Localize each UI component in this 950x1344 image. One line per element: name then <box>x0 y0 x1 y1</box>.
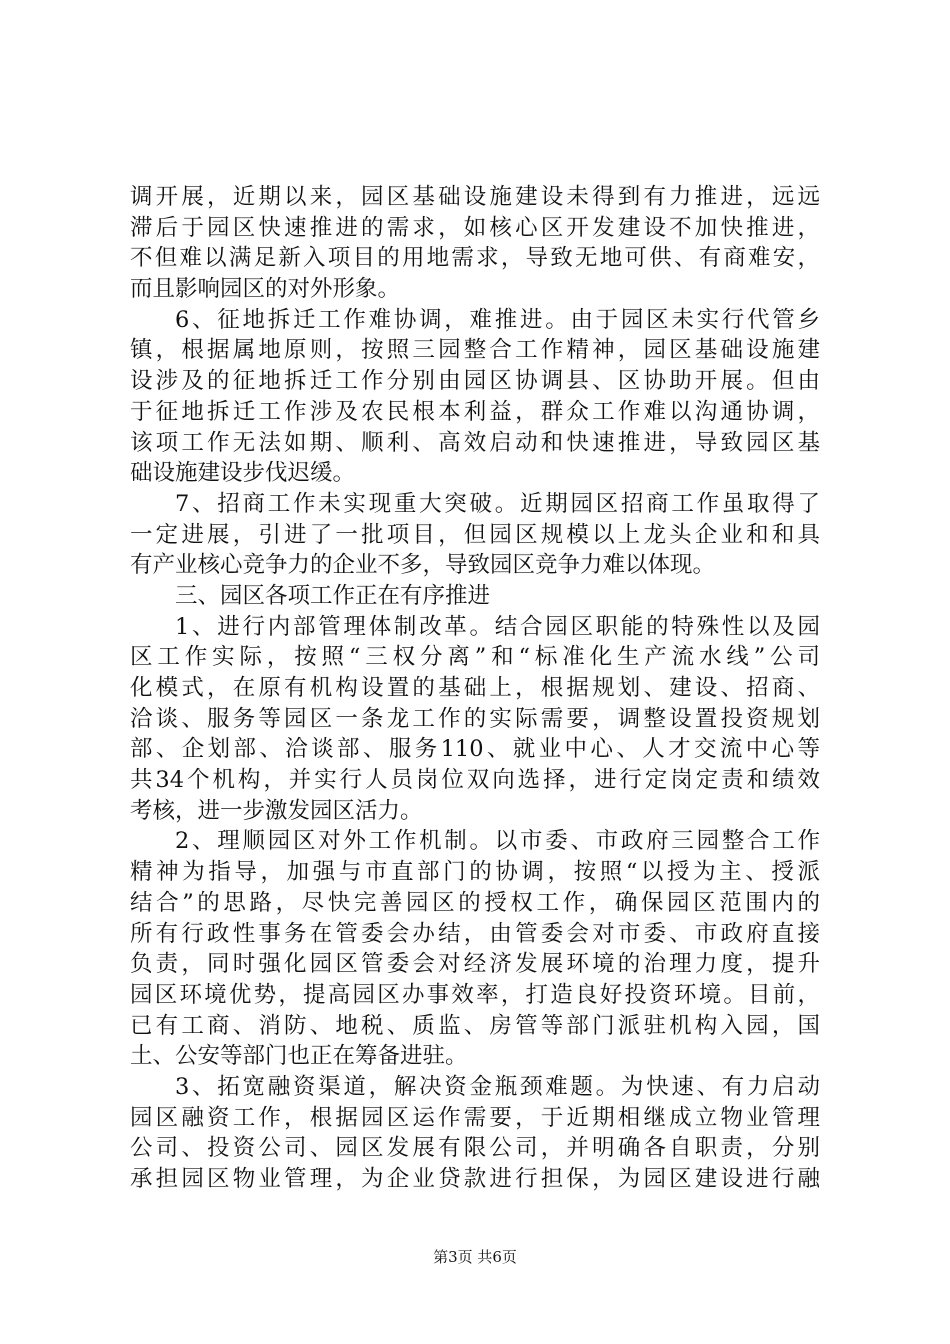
text-line: 承担园区物业管理，为企业贷款进行担保，为园区建设进行融 <box>130 1166 820 1192</box>
text-line: 已有工商、消防、地税、质监、房管等部门派驻机构入园，国 <box>130 1012 820 1039</box>
text-line: 1、进行内部管理体制改革。结合园区职能的特殊性以及园 <box>175 613 820 640</box>
text-line: 化模式，在原有机构设置的基础上，根据规划、建设、招商、 <box>130 675 820 701</box>
text-line: 园区融资工作，根据园区运作需要，于近期相继成立物业管理 <box>130 1104 820 1131</box>
text-line: 2、理顺园区对外工作机制。以市委、市政府三园整合工作 <box>175 828 820 855</box>
text-line: 土、公安等部门也正在筹备进驻。 <box>130 1043 468 1070</box>
text-line: 6、征地拆迁工作难协调，难推进。由于园区未实行代管乡 <box>175 306 820 333</box>
text-line: 一定进展，引进了一批项目，但园区规模以上龙头企业和和具 <box>130 521 820 548</box>
text-line: 而且影响园区的对外形象。 <box>130 276 401 303</box>
text-line: 区工作实际，按照“三权分离”和“标准化生产流水线”公司 <box>130 644 820 671</box>
section-heading: 三、园区各项工作正在有序推进 <box>175 582 491 609</box>
text-line: 于征地拆迁工作涉及农民根本利益，群众工作难以沟通协调， <box>130 398 820 425</box>
text-line: 3、拓宽融资渠道，解决资金瓶颈难题。为快速、有力启动 <box>175 1073 820 1100</box>
text-line: 部、企划部、洽谈部、服务110、就业中心、人才交流中心等 <box>130 736 820 763</box>
text-line: 不但难以满足新入项目的用地需求，导致无地可供、有商难安， <box>130 245 820 272</box>
text-line: 园区环境优势，提高园区办事效率，打造良好投资环境。目前， <box>130 981 820 1008</box>
text-line: 有产业核心竞争力的企业不多，导致园区竞争力难以体现。 <box>130 552 716 579</box>
text-line: 镇，根据属地原则，按照三园整合工作精神，园区基础设施建 <box>130 337 820 364</box>
text-line: 考核，进一步激发园区活力。 <box>130 797 423 824</box>
text-line: 所有行政性事务在管委会办结，由管委会对市委、市政府直接 <box>130 920 820 947</box>
text-line: 精神为指导，加强与市直部门的协调，按照“以授为主、授派 <box>130 859 820 886</box>
text-line: 设涉及的征地拆迁工作分别由园区协调县、区协助开展。但由 <box>130 368 820 395</box>
text-line: 洽谈、服务等园区一条龙工作的实际需要，调整设置投资规划 <box>130 705 820 732</box>
text-line: 负责，同时强化园区管委会对经济发展环境的治理力度，提升 <box>130 951 820 978</box>
text-line: 础设施建设步伐迟缓。 <box>130 460 356 487</box>
text-line: 7、招商工作未实现重大突破。近期园区招商工作虽取得了 <box>175 490 820 517</box>
text-line: 结合”的思路，尽快完善园区的授权工作，确保园区范围内的 <box>130 889 820 916</box>
text-line: 该项工作无法如期、顺利、高效启动和快速推进，导致园区基 <box>130 429 820 456</box>
page-footer: 第3页 共6页 <box>433 1248 517 1266</box>
text-line: 滞后于园区快速推进的需求，如核心区开发建设不加快推进， <box>130 214 820 241</box>
text-line: 公司、投资公司、园区发展有限公司，并明确各自职责，分别 <box>130 1135 820 1162</box>
text-line: 调开展，近期以来，园区基础设施建设未得到有力推进，远远 <box>130 184 820 210</box>
body-text <box>130 182 820 1195</box>
text-line: 共34个机构，并实行人员岗位双向选择，进行定岗定责和绩效 <box>130 767 820 794</box>
